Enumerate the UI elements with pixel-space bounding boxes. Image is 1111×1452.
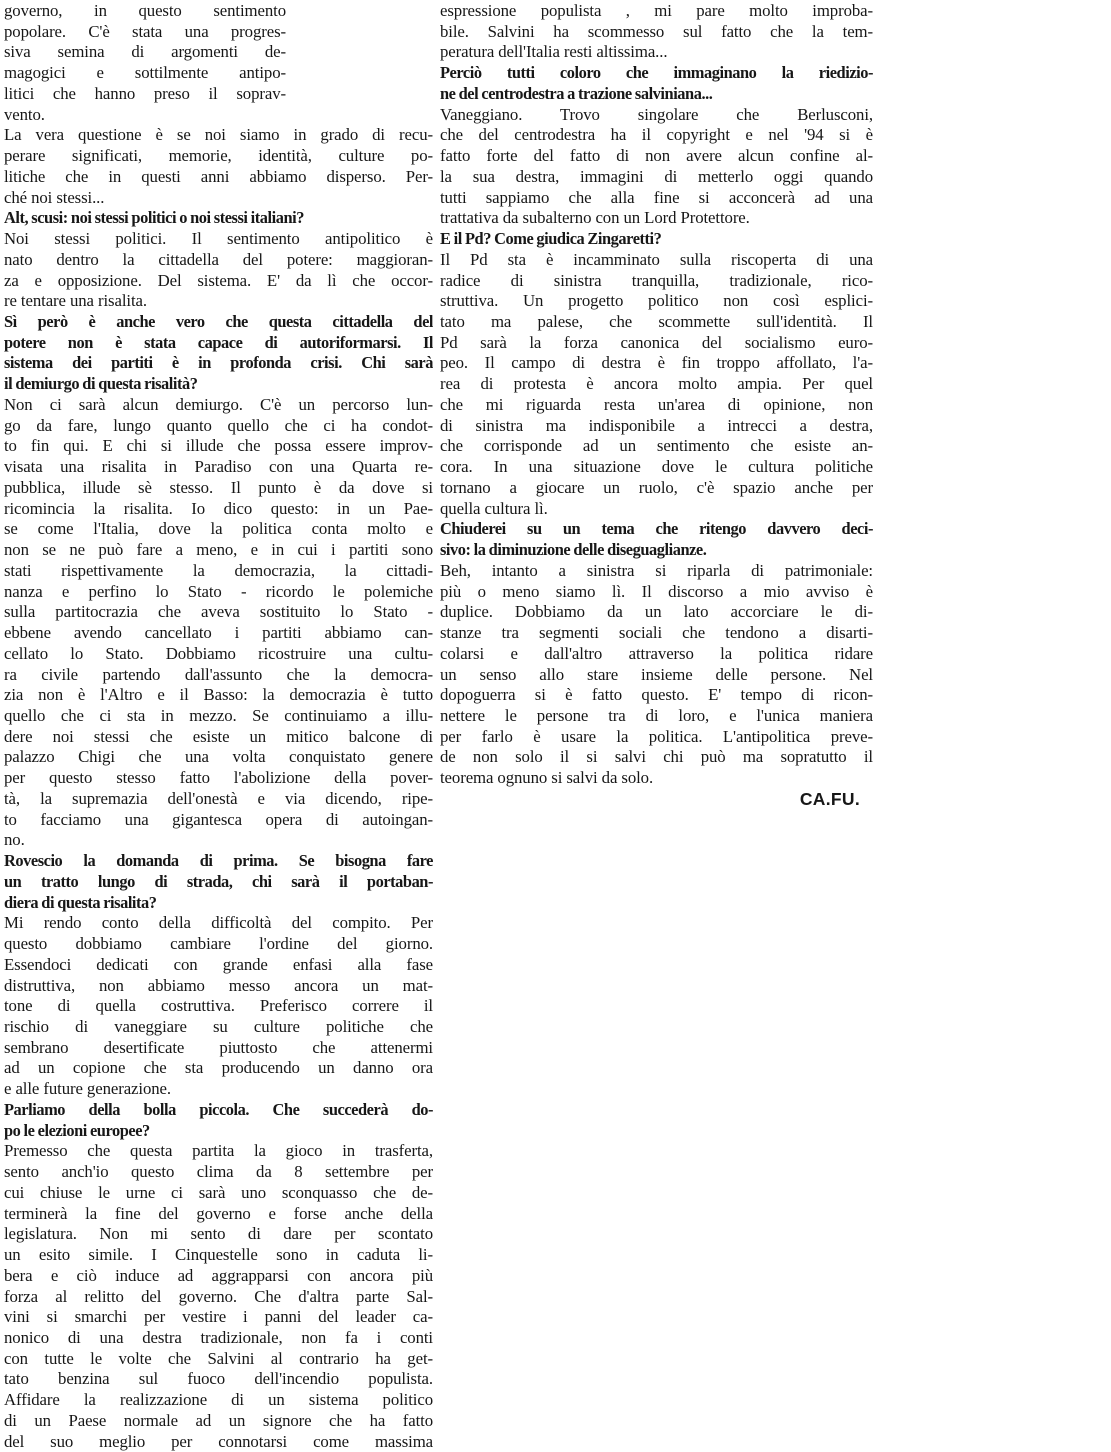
text-line: stati rispettivamente la democrazia, la cittadi-	[4, 560, 433, 580]
text-line: tà, la supremazia dell'onestà e via dicendo, ripe-	[4, 788, 433, 808]
text-line: tato benzina sul fuoco dell'incendio populista.	[4, 1369, 433, 1389]
text-line: Affidare la realizzazione di un sistema politico	[4, 1390, 433, 1410]
text-line: un esito simile. I Cinquestelle sono in caduta li-	[4, 1245, 433, 1265]
text-line: vini si smarchi per vestire i panni del leader ca-	[4, 1307, 433, 1327]
text-line: se come l'Italia, dove la politica conta molto e	[4, 519, 433, 539]
text-line: nettere le persone tra di loro, e l'unica maniera	[440, 705, 873, 725]
text-line: rea di protesta è ancora molto ampia. Per quel	[440, 374, 873, 394]
text-line: palazzo Chigi che una volta conquistato genere	[4, 747, 433, 767]
text-line: Beh, intanto a sinistra si riparla di patrimoniale:	[440, 560, 873, 580]
text-line: magogici e sottilmente antipo-	[4, 63, 286, 83]
text-line: teorema ognuno si salvi da solo.	[440, 768, 654, 788]
text-line: che corrisponde ad un sentimento che esiste an-	[440, 436, 873, 456]
text-line: tone di quella costruttiva. Preferisco correre il	[4, 996, 433, 1016]
text-line: ricomincia la risalita. Io dico questo: in un Pae-	[4, 498, 433, 518]
text-line: litiche che in questi anni abbiamo disperso. Per-	[4, 166, 433, 186]
text-line: Rovescio la domanda di prima. Se bisogna fare	[4, 851, 433, 871]
text-line: Chiuderei su un tema che ritengo davvero deci-	[440, 519, 873, 539]
text-line: ché noi stessi...	[4, 187, 105, 207]
interview-question	[440, 519, 873, 560]
text-line: nato dentro la cittadella del potere: maggioran-	[4, 249, 433, 269]
text-line: più o meno siamo lì. Il discorso a mio avviso è	[440, 581, 873, 601]
text-line: terminerà la fine del governo e forse anche della	[4, 1203, 433, 1223]
text-line: sembrano desertificate piuttosto che attenermi	[4, 1037, 433, 1057]
text-line: rischio di vaneggiare su culture politiche che	[4, 1016, 433, 1036]
text-line: trattativa da subalterno con un Lord Protettore.	[440, 208, 750, 228]
text-line: espressione populista , mi pare molto improba-	[440, 1, 873, 20]
interview-answer	[440, 1, 873, 63]
text-line: sistema dei partiti è in profonda crisi. Chi sarà	[4, 353, 433, 373]
text-line: tutti sappiamo che alla fine si acconcerà ad una	[440, 187, 873, 207]
text-line: perare significati, memorie, identità, culture po-	[4, 146, 433, 166]
text-line: cora. In una situazione dove le cultura politiche	[440, 457, 873, 477]
text-line: quella cultura lì.	[440, 498, 548, 518]
text-line: Parliamo della bolla piccola. Che succederà do-	[4, 1099, 433, 1119]
text-line: la sua destra, immagini di metterlo oggi quando	[440, 166, 873, 186]
text-line: siva semina di argomenti de-	[4, 42, 286, 62]
text-line: con tutte le volte che Salvini al contrario ha get-	[4, 1348, 433, 1368]
text-line: che mi riguarda resta un'area di opinione, non	[440, 394, 873, 414]
text-line: no.	[4, 830, 25, 850]
interview-answer	[440, 561, 873, 789]
interview-answer	[4, 229, 433, 312]
text-line: cellato lo Stato. Dobbiamo ricostruire una cultu-	[4, 643, 433, 663]
text-line: de non solo il si salvi chi può ma sopratutto il	[440, 747, 873, 767]
text-line: questo dobbiamo cambiare l'ordine del giorno.	[4, 934, 433, 954]
text-line: bera e ciò induce ad aggrapparsi con ancora più	[4, 1265, 433, 1285]
text-line: ad un copione che sta producendo un danno ora	[4, 1058, 433, 1078]
text-line: di un Paese normale ad un signore che ha fatto	[4, 1410, 433, 1430]
text-line: distruttiva, non abbiamo messo ancora un mat-	[4, 975, 433, 995]
text-line: per questo stesso fatto l'abolizione della pover-	[4, 768, 433, 788]
text-line: nanza e perfino lo Stato - ricordo le polemiche	[4, 581, 433, 601]
interview-answer	[4, 125, 433, 208]
interview-answer	[440, 105, 873, 229]
text-line: il demiurgo di questa risalità?	[4, 374, 198, 394]
text-line: che del centrodestra ha il copyright e nel '94 si è	[440, 125, 873, 145]
text-line: del suo meglio per connotarsi come massima	[4, 1431, 433, 1451]
interview-answer	[440, 250, 873, 520]
text-line: dopoguerra si è fatto questo. E' tempo di ricon-	[440, 685, 873, 705]
text-line: Alt, scusi: noi stessi politici o noi stessi italiani?	[4, 208, 304, 228]
text-line: potere non è stata capace di autoriformarsi. Il	[4, 332, 433, 352]
text-line: colarsi e dall'altro attraverso la politica ridare	[440, 643, 873, 663]
text-line: peratura dell'Italia resti altissima...	[440, 42, 668, 62]
text-line: dere noi stessi che esiste un mitico balcone di	[4, 726, 433, 746]
text-line: Premesso che questa partita la gioco in trasferta,	[4, 1141, 433, 1161]
text-line: fatto forte del fatto di non avere alcun confine al-	[440, 146, 873, 166]
text-line: zia non è l'Altro e il Basso: la democrazia è tutto	[4, 685, 433, 705]
text-line: re tentare una risalita.	[4, 291, 147, 311]
interview-question	[4, 208, 433, 229]
text-line: po le elezioni europee?	[4, 1120, 150, 1140]
text-line: pubblica, illude sè stesso. Il punto è da dove si	[4, 477, 433, 497]
interview-question	[440, 63, 873, 104]
text-line: governo, in questo sentimento	[4, 1, 286, 20]
text-line: sulla partitocrazia che aveva sostituito lo Stato -	[4, 602, 433, 622]
signature	[440, 789, 873, 810]
text-line: struttiva. Un progetto politico non così esplici-	[440, 291, 873, 311]
text-line: legislatura. Non mi sento di dare per scontato	[4, 1224, 433, 1244]
text-line: Non ci sarà alcun demiurgo. C'è un percorso lun-	[4, 394, 433, 414]
text-line: cui chiuse le urne ci sarà uno sconquasso che de-	[4, 1182, 433, 1202]
lead-paragraph	[4, 1, 286, 125]
text-line: bile. Salvini ha scommesso sul fatto che la tem-	[440, 21, 873, 41]
text-line: vento.	[4, 104, 45, 124]
left-column	[4, 1, 433, 1452]
right-column	[440, 1, 873, 810]
text-line: un senso allo stare insieme delle persone. Nel	[440, 664, 873, 684]
text-line: za e opposizione. Del sistema. E' da lì che occor-	[4, 270, 433, 290]
interview-question	[4, 851, 433, 913]
text-line: sento anch'io questo clima da 8 settembre per	[4, 1162, 433, 1182]
interview-answer	[4, 1141, 433, 1452]
text-line: to facciamo una gigantesca opera di autoingan-	[4, 809, 433, 829]
text-line: non se ne può fare a meno, e in cui i partiti sono	[4, 540, 433, 560]
text-line: litici che hanno preso il soprav-	[4, 83, 286, 103]
text-line: La vera questione è se noi siamo in grado di recu-	[4, 125, 433, 145]
text-line: Il Pd sta è incamminato sulla riscoperta di una	[440, 249, 873, 269]
text-line: Sì però è anche vero che questa cittadella del	[4, 312, 433, 332]
text-line: popolare. C'è stata una progres-	[4, 21, 286, 41]
text-line: diera di questa risalita?	[4, 892, 157, 912]
text-line: peo. Il campo di destra è fin troppo affollato, l'a-	[440, 353, 873, 373]
text-line: duplice. Dobbiamo da un lato accorciare le di-	[440, 602, 873, 622]
text-line: Mi rendo conto della difficoltà del compito. Per	[4, 913, 433, 933]
text-line: tornano a giocare un ruolo, c'è spazio anche per	[440, 477, 873, 497]
text-line: go da fare, lungo quanto quello che ci ha condot-	[4, 415, 433, 435]
text-line: stanze tra segmenti sociali che tendono a disarti-	[440, 623, 873, 643]
text-line: Perciò tutti coloro che immaginano la riedizio-	[440, 63, 873, 83]
text-line: radice di sinistra tranquilla, tradizionale, rico-	[440, 270, 873, 290]
interview-answer	[4, 913, 433, 1100]
text-line: forza al relitto del governo. Che d'altra parte Sal-	[4, 1286, 433, 1306]
text-line: ebbene avendo cancellato i partiti abbiamo can-	[4, 623, 433, 643]
text-line: CA.FU.	[799, 788, 860, 809]
text-line: Vaneggiano. Trovo singolare che Berlusconi,	[440, 104, 873, 124]
text-line: nonico di una destra tradizionale, non fa i conti	[4, 1328, 433, 1347]
text-line: un tratto lungo di strada, chi sarà il portaban-	[4, 871, 433, 891]
text-line: quello che ci sta in mezzo. Se continuiamo a illu-	[4, 705, 433, 725]
interview-answer	[4, 395, 433, 851]
text-line: tato ma palese, che scommette sull'identità. Il	[440, 312, 873, 332]
text-line: visata una risalita in Paradiso con una Quarta re-	[4, 457, 433, 477]
text-line: Essendoci dedicati con grande enfasi alla fase	[4, 954, 433, 974]
interview-question	[440, 229, 873, 250]
text-line: di sinistra ma indisponibile a intrecci a destra,	[440, 415, 873, 435]
interview-question	[4, 1100, 433, 1141]
text-line: Noi stessi politici. Il sentimento antipolitico è	[4, 229, 433, 249]
text-line: per farlo è usare la politica. L'antipolitica preve-	[440, 726, 873, 746]
interview-question	[4, 312, 433, 395]
text-line: ne del centrodestra a trazione salviniana...	[440, 83, 713, 103]
text-line: e alle future generazione.	[4, 1079, 171, 1099]
text-line: ra civile partendo dall'assunto che la democra-	[4, 664, 433, 684]
text-line: E il Pd? Come giudica Zingaretti?	[440, 229, 662, 249]
article-columns	[4, 1, 1111, 1452]
text-line: to fin qui. E chi si illude che possa essere improv-	[4, 436, 433, 456]
text-line: Pd sarà la forza canonica del socialismo euro-	[440, 332, 873, 352]
text-line: sivo: la diminuzione delle diseguaglianze.	[440, 540, 707, 560]
